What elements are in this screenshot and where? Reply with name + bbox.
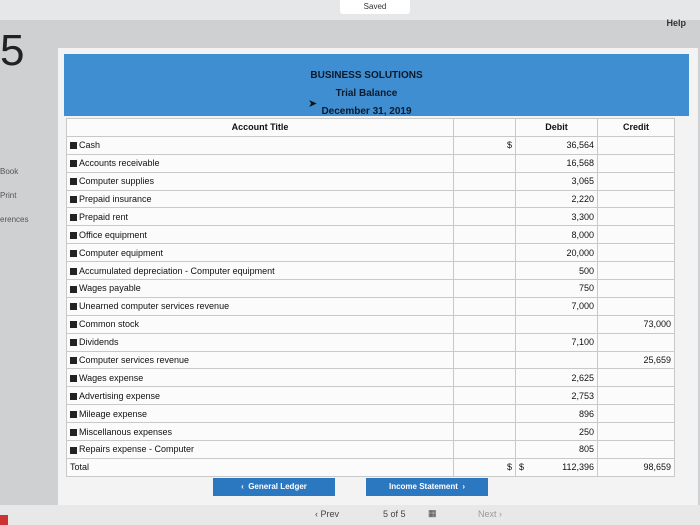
dropdown-icon <box>70 393 77 400</box>
dropdown-icon <box>70 447 77 454</box>
dollar-cell <box>454 190 516 208</box>
account-cell[interactable] <box>67 226 454 244</box>
account-title: Computer services revenue <box>79 355 190 366</box>
debit-cell[interactable]: 8,000 <box>516 226 598 244</box>
dollar-cell <box>454 423 516 441</box>
debit-cell[interactable]: 3,300 <box>516 208 598 226</box>
account-title: Advertising expense <box>79 390 161 401</box>
dollar-cell <box>454 154 516 172</box>
table-row <box>67 280 675 298</box>
account-title: Computer supplies <box>79 176 155 187</box>
account-cell[interactable] <box>67 441 454 459</box>
table-row <box>67 226 675 244</box>
table-row <box>67 190 675 208</box>
account-cell[interactable] <box>67 369 454 387</box>
dollar-cell <box>454 280 516 298</box>
credit-cell[interactable] <box>598 208 675 226</box>
dollar-cell <box>454 244 516 262</box>
dropdown-icon <box>70 375 77 382</box>
general-ledger-button[interactable]: ‹ General Ledger <box>213 478 335 496</box>
account-title: Unearned computer services revenue <box>79 301 230 312</box>
account-title: Wages expense <box>79 372 144 383</box>
credit-cell[interactable] <box>598 423 675 441</box>
total-debit-dollar: $ <box>519 462 525 473</box>
account-title: Repairs expense - Computer <box>79 444 195 455</box>
account-cell[interactable] <box>67 405 454 423</box>
account-title: Wages payable <box>79 283 141 294</box>
account-title: Common stock <box>79 319 140 330</box>
credit-cell[interactable]: 73,000 <box>598 315 675 333</box>
dropdown-icon <box>70 429 77 436</box>
next-label: Next <box>478 509 497 519</box>
credit-cell[interactable] <box>598 172 675 190</box>
account-cell[interactable] <box>67 262 454 280</box>
account-cell[interactable] <box>67 136 454 154</box>
red-marker <box>0 515 8 525</box>
total-credit[interactable]: 98,659 <box>598 458 675 476</box>
dropdown-icon <box>70 214 77 221</box>
general-ledger-label: General Ledger <box>248 482 307 491</box>
dollar-cell <box>454 297 516 315</box>
side-nav <box>0 160 50 232</box>
account-cell[interactable] <box>67 208 454 226</box>
prev-label: Prev <box>320 509 340 519</box>
dollar-cell <box>454 333 516 351</box>
total-dollar: $ <box>454 458 516 476</box>
total-row <box>67 458 675 476</box>
debit-cell[interactable] <box>516 351 598 369</box>
table-row <box>67 297 675 315</box>
prev-button[interactable]: ‹ Prev <box>315 509 340 519</box>
income-statement-label: Income Statement <box>388 482 458 491</box>
credit-cell[interactable] <box>598 262 675 280</box>
credit-cell[interactable] <box>598 226 675 244</box>
footer-nav <box>0 505 700 525</box>
table-row <box>67 369 675 387</box>
table-row <box>67 441 675 459</box>
account-title: Cash <box>79 140 101 151</box>
credit-cell[interactable] <box>598 154 675 172</box>
table-row <box>67 244 675 262</box>
table-row <box>67 262 675 280</box>
debit-cell[interactable]: 7,100 <box>516 333 598 351</box>
debit-cell[interactable]: 36,564 <box>516 136 598 154</box>
total-debit-value: 112,396 <box>562 462 594 473</box>
credit-cell[interactable] <box>598 441 675 459</box>
trial-balance-table <box>66 118 675 477</box>
saved-indicator: Saved <box>340 0 410 14</box>
account-title: Computer equipment <box>79 247 164 258</box>
debit-cell[interactable]: 750 <box>516 280 598 298</box>
account-cell[interactable] <box>67 315 454 333</box>
table-row <box>67 333 675 351</box>
table-row <box>67 387 675 405</box>
table-row <box>67 351 675 369</box>
account-title: Accumulated depreciation - Computer equipment <box>79 265 275 276</box>
dropdown-icon <box>70 160 77 167</box>
account-title: Accounts receivable <box>79 158 160 169</box>
account-title: Mileage expense <box>79 408 148 419</box>
dropdown-icon <box>70 286 77 293</box>
credit-cell[interactable] <box>598 405 675 423</box>
dollar-cell <box>454 441 516 459</box>
debit-cell[interactable]: 2,625 <box>516 369 598 387</box>
dollar-cell <box>454 226 516 244</box>
total-debit[interactable] <box>516 458 598 476</box>
report-title: Trial Balance <box>335 88 398 99</box>
credit-cell[interactable] <box>598 333 675 351</box>
account-cell[interactable] <box>67 280 454 298</box>
dropdown-icon <box>70 303 77 310</box>
dropdown-icon <box>70 321 77 328</box>
table-row <box>67 315 675 333</box>
dollar-cell: $ <box>454 136 516 154</box>
debit-cell[interactable]: 896 <box>516 405 598 423</box>
question-number: 5 <box>0 26 25 75</box>
debit-cell[interactable]: 250 <box>516 423 598 441</box>
table-row <box>67 405 675 423</box>
account-title: Dividends <box>79 337 119 348</box>
dropdown-icon <box>70 142 77 149</box>
table-row <box>67 136 675 154</box>
dollar-cell <box>454 172 516 190</box>
dollar-cell <box>454 351 516 369</box>
table-row <box>67 423 675 441</box>
account-cell[interactable] <box>67 154 454 172</box>
income-statement-button[interactable]: Income Statement › <box>366 478 488 496</box>
account-title: Miscellanous expenses <box>79 426 173 437</box>
table-row <box>67 154 675 172</box>
debit-cell[interactable]: 805 <box>516 441 598 459</box>
dollar-cell <box>454 387 516 405</box>
grid-icon[interactable]: ▦ <box>428 508 437 518</box>
debit-cell[interactable]: 3,065 <box>516 172 598 190</box>
credit-cell[interactable] <box>598 387 675 405</box>
dropdown-icon <box>70 178 77 185</box>
debit-header: Debit <box>516 119 598 137</box>
dollar-cell <box>454 369 516 387</box>
dropdown-icon <box>70 232 77 239</box>
dollar-cell <box>454 208 516 226</box>
table-row <box>67 208 675 226</box>
dropdown-icon <box>70 250 77 257</box>
side-nav-print[interactable]: Print <box>0 191 17 200</box>
account-title: Prepaid insurance <box>79 194 152 204</box>
side-nav-references[interactable]: erences <box>0 215 29 224</box>
dollar-cell <box>454 405 516 423</box>
table-row <box>67 172 675 190</box>
credit-cell[interactable] <box>598 190 675 208</box>
account-cell[interactable] <box>67 351 454 369</box>
debit-cell[interactable] <box>516 315 598 333</box>
side-nav-book[interactable]: Book <box>0 167 19 176</box>
credit-cell[interactable] <box>598 244 675 262</box>
credit-cell[interactable] <box>598 136 675 154</box>
account-title: Prepaid rent <box>79 211 129 222</box>
next-button[interactable]: Next › <box>478 509 503 519</box>
debit-cell[interactable]: 2,220 <box>516 190 598 208</box>
help-link[interactable]: Help <box>666 18 686 28</box>
credit-cell[interactable]: 25,659 <box>598 351 675 369</box>
account-cell[interactable] <box>67 190 454 208</box>
dollar-cell <box>454 262 516 280</box>
account-cell[interactable] <box>67 244 454 262</box>
report-header <box>64 54 689 116</box>
account-title: Office equipment <box>79 229 147 240</box>
account-cell[interactable] <box>67 172 454 190</box>
company-name: BUSINESS SOLUTIONS <box>310 70 423 81</box>
total-label: Total <box>67 458 454 476</box>
account-cell[interactable] <box>67 387 454 405</box>
debit-cell[interactable]: 7,000 <box>516 297 598 315</box>
dropdown-icon <box>70 196 77 203</box>
dropdown-icon <box>70 357 77 364</box>
debit-cell[interactable]: 16,568 <box>516 154 598 172</box>
mouse-cursor-icon: ➤ <box>308 98 318 110</box>
account-cell[interactable] <box>67 333 454 351</box>
report-date: December 31, 2019 <box>321 106 412 117</box>
dropdown-icon <box>70 411 77 418</box>
debit-cell[interactable]: 500 <box>516 262 598 280</box>
debit-cell[interactable]: 2,753 <box>516 387 598 405</box>
page-indicator: 5 of 5 <box>383 509 406 519</box>
credit-header: Credit <box>598 119 675 137</box>
account-title-header: Account Title <box>67 119 454 137</box>
debit-cell[interactable]: 20,000 <box>516 244 598 262</box>
table-header-row <box>67 119 675 137</box>
dropdown-icon <box>70 339 77 346</box>
account-cell[interactable] <box>67 297 454 315</box>
account-cell[interactable] <box>67 423 454 441</box>
credit-cell[interactable] <box>598 369 675 387</box>
dropdown-icon <box>70 268 77 275</box>
credit-cell[interactable] <box>598 280 675 298</box>
dollar-cell <box>454 315 516 333</box>
credit-cell[interactable] <box>598 297 675 315</box>
